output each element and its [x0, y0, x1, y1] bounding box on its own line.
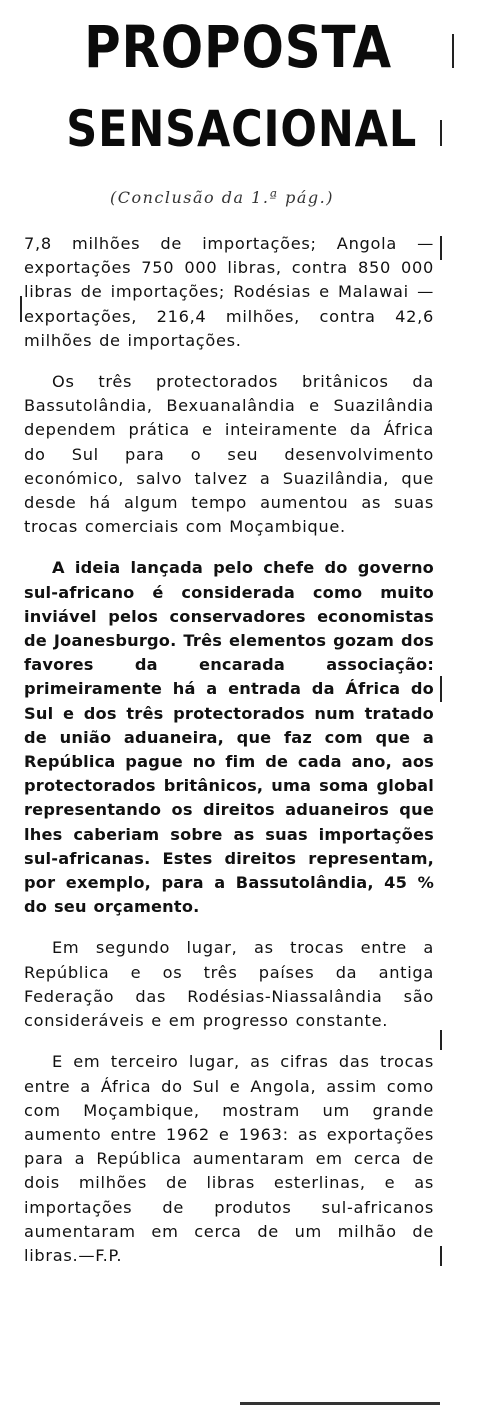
paragraph-2: Os três protectorados britânicos da Bassutolândia, Bexuanalândia e Suazilândia dependem prática e inteiramente da África do Sul para o seu desenvolvimento económico, salvo talvez a Suazilândia, que desde há algum tempo aumentou as suas trocas comerciais com Moçambique.: [24, 372, 434, 537]
closing-rule: [240, 1402, 440, 1405]
column-edge-mark: [440, 676, 442, 702]
headline-line-1: PROPOSTA: [84, 13, 392, 81]
headline-line-2: SENSACIONAL: [66, 100, 418, 158]
continuation-note: (Conclusão da 1.ª pág.): [110, 188, 334, 207]
paragraph-1: 7,8 milhões de importações; Angola — exportações 750 000 libras, contra 850 000 libras de importações; Rodésias e Malawai — exportações, 216,4 milhões, contra 42,6 milhões de importações.: [24, 234, 434, 350]
article-body: [24, 232, 434, 1285]
column-edge-mark: [440, 1030, 442, 1050]
column-edge-mark: [452, 34, 454, 68]
column-edge-mark: [440, 120, 442, 146]
column-edge-mark: [20, 296, 22, 322]
paragraph-5: E em terceiro lugar, as cifras das trocas entre a África do Sul e Angola, assim como com Moçambique, mostram um grande aumento entre 1962 e 1963: as exportações para a República aumentaram em cerca de dois milhões de libras esterlinas, e as importações de produtos sul-africanos aumentaram em cerca de um milhão de libras.—F.P.: [24, 1052, 434, 1265]
column-edge-mark: [440, 236, 442, 260]
paragraph-4: Em segundo lugar, as trocas entre a República e os três países da antiga Federação das Rodésias-Niassalândia são consideráveis e em progresso constante.: [24, 938, 434, 1031]
paragraph-3: A ideia lançada pelo chefe do governo sul-africano é considerada como muito inviável pelos conservadores economistas de Joanesburgo. Três elementos gozam dos favores da encarada associação: primeiramente há a entrada da África do Sul e dos três protectorados num tratado de união aduaneira, que faz com que a República pague no fim de cada ano, aos protectorados britânicos, uma soma global representando os direitos aduaneiros que lhes caberiam sobre as suas importações sul-africanas. Estes direitos representam, por exemplo, para a Bassutolândia, 45 % do seu orçamento.: [24, 558, 434, 917]
column-edge-mark: [440, 1246, 442, 1266]
